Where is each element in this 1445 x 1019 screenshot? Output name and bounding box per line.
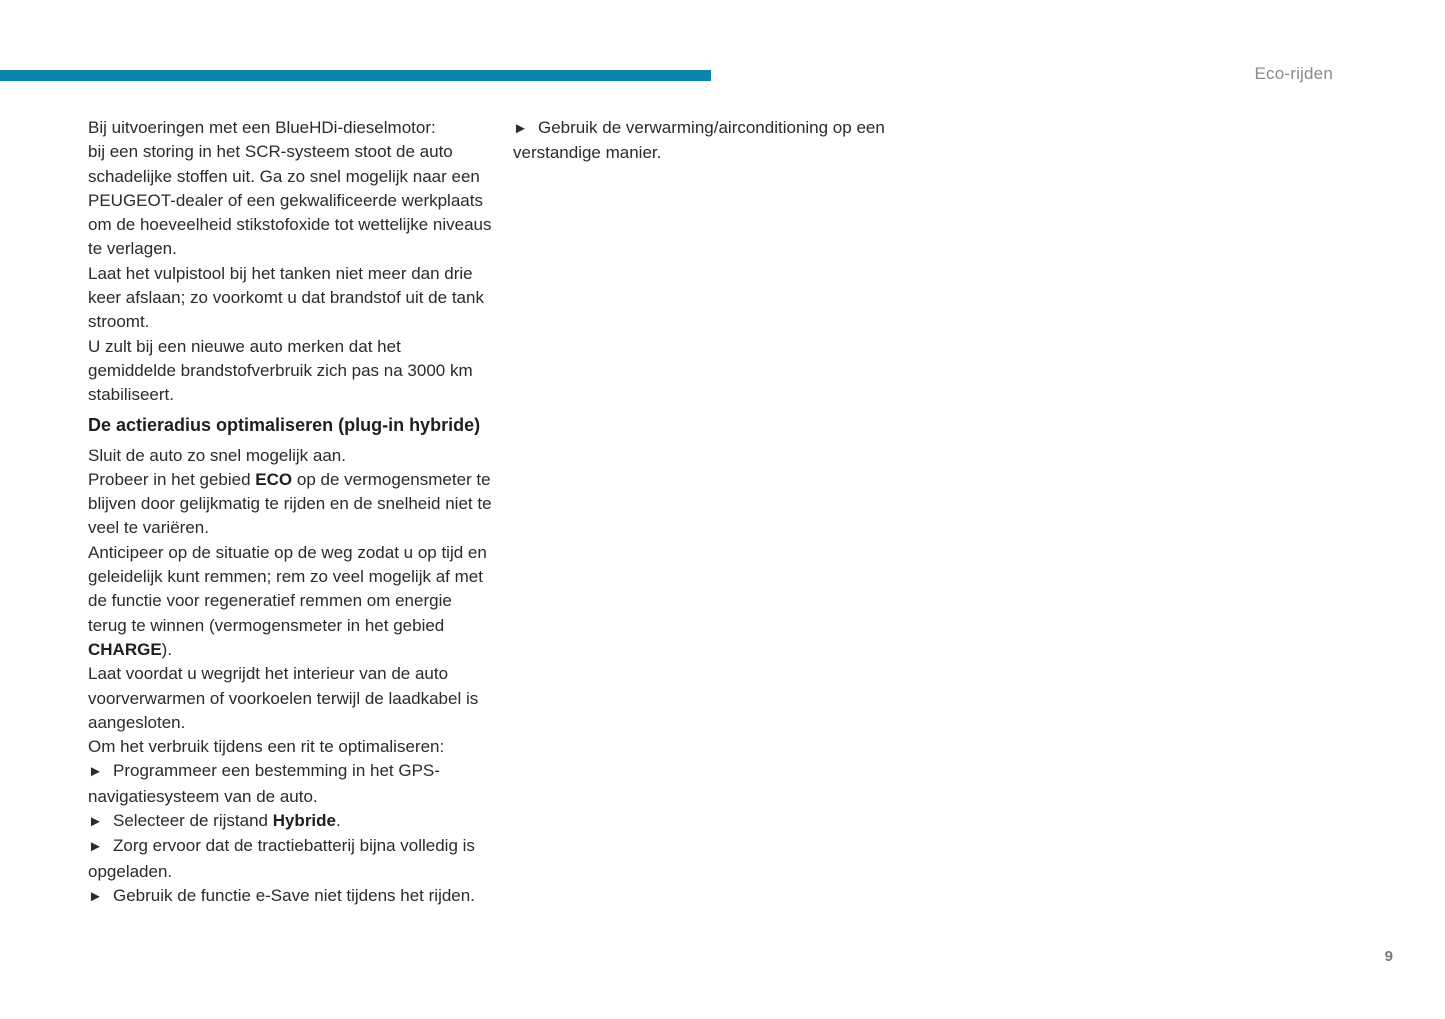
paragraph-consumption: U zult bij een nieuwe auto merken dat het gemiddelde brandstofverbruik zich pas na 3000 km stabiliseert. — [88, 336, 473, 405]
bullet-arrow-icon: ► — [88, 838, 103, 856]
page-number: 9 — [1384, 948, 1393, 965]
list-item: ► Gebruik de functie e-Save niet tijdens het rijden. — [88, 884, 493, 909]
paragraph-eco-zone: Probeer in het gebied ECO op de vermogensmeter te blijven door gelijkmatig te rijden en de snelheid niet te veel te variëren. — [88, 469, 492, 538]
header-accent-bar — [0, 70, 711, 81]
left-column — [88, 116, 493, 909]
heading-range-optimization: De actieradius optimaliseren (plug-in hybride) — [88, 414, 481, 435]
charge-label: CHARGE — [88, 639, 162, 659]
bullet-arrow-icon: ► — [513, 120, 528, 137]
paragraph-connect: Sluit de auto zo snel mogelijk aan. — [88, 445, 346, 465]
list-item: ► Programmeer een bestemming in het GPS-navigatiesysteem van de auto. — [88, 761, 440, 806]
bullet-arrow-icon: ► — [88, 813, 103, 831]
bullet-arrow-icon: ► — [88, 763, 103, 781]
eco-label: ECO — [255, 469, 293, 489]
paragraph-precondition: Laat voordat u wegrijdt het interieur van de auto voorverwarmen of voorkoelen terwijl de laadkabel is aangesloten. — [88, 664, 479, 732]
hybride-label: Hybride — [272, 811, 336, 831]
paragraph-refuel: Laat het vulpistool bij het tanken niet meer dan drie keer afslaan; zo voorkomt u dat brandstof uit de tank stroomt. — [88, 263, 484, 332]
paragraph-bluehdi: Bij uitvoeringen met een BlueHDi-dieselmotor: bij een storing in het SCR-systeem stoot de auto schadelijke stoffen uit. Ga zo snel mogelijk naar een PEUGEOT-dealer of een gekwalificeerde werkplaats om de hoeveelheid stikstofoxide tot wettelijke niveaus te verlagen. — [88, 118, 492, 259]
list-item: ► Selecteer de rijstand Hybride. — [88, 809, 493, 834]
list-item: ► Zorg ervoor dat de tractiebatterij bijna volledig is opgeladen. — [88, 836, 475, 881]
section-title: Eco-rijden — [1254, 64, 1333, 83]
paragraph-anticipate: Anticipeer op de situatie op de weg zodat u op tijd en geleidelijk kunt remmen; rem zo veel mogelijk af met de functie voor regeneratief remmen om energie terug te winnen (vermogensmeter in het gebied CHARGE). — [88, 542, 487, 659]
list-item: ► Gebruik de verwarming/airconditioning op een verstandige manier. — [513, 118, 885, 163]
bullet-arrow-icon: ► — [88, 887, 103, 905]
right-column — [513, 116, 913, 166]
paragraph-trip-intro: Om het verbruik tijdens een rit te optimaliseren: — [88, 737, 445, 757]
